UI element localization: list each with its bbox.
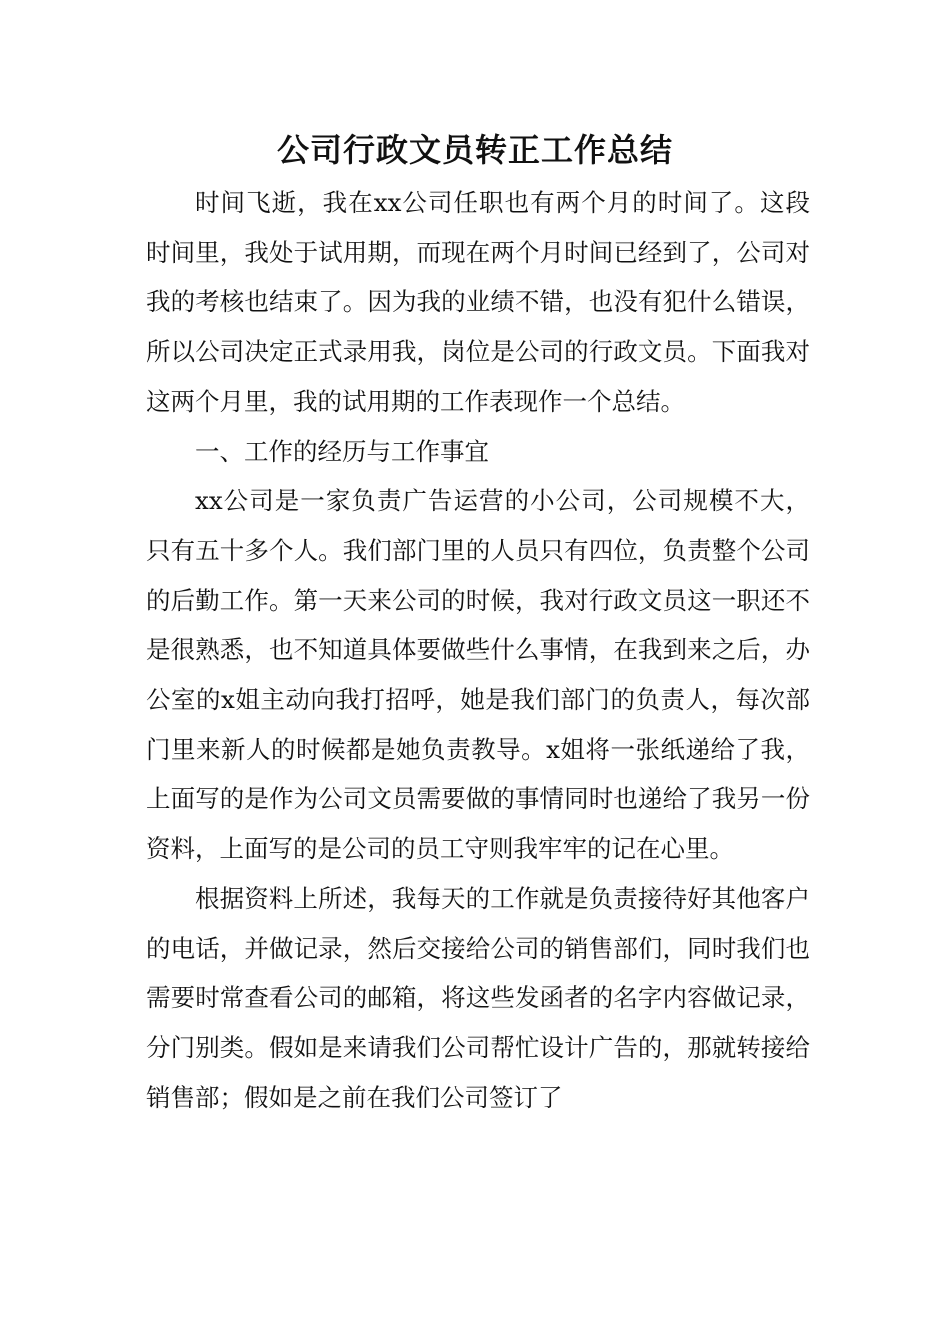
paragraph-duties: 根据资料上所述，我每天的工作就是负责接待好其他客户的电话，并做记录，然后交接给公司的销售部们，同时我们也需要时常查看公司的邮箱，将这些发函者的名字内容做记录，分门别类。假如是来请我们公司帮忙设计广告的，那就转接给销售部；假如是之前在我们公司签订了 (146, 883, 810, 1112)
paragraph-company: xx公司是一家负责广告运营的小公司，公司规模不大，只有五十多个人。我们部门里的人员只有四位，负责整个公司的后勤工作。第一天来公司的时候，我对行政文员这一职还不是很熟悉，也不知道具体要做些什么事情，在我到来之后，办公室的x姐主动向我打招呼，她是我们部门的负责人，每次部门里来新人的时候都是她负责教导。x姐将一张纸递给了我，上面写的是作为公司文员需要做的事情同时也递给了我另一份资料，上面写的是公司的员工守则我牢牢的记在心里。 (146, 486, 810, 864)
section-heading-1: 一、工作的经历与工作事宜 (195, 436, 489, 466)
document-body (146, 178, 810, 1122)
paragraph-intro: 时间飞逝，我在xx公司任职也有两个月的时间了。这段时间里，我处于试用期，而现在两个月时间已经到了，公司对我的考核也结束了。因为我的业绩不错，也没有犯什么错误，所以公司决定正式录用我，岗位是公司的行政文员。下面我对这两个月里，我的试用期的工作表现作一个总结。 (146, 188, 810, 416)
document-title: 公司行政文员转正工作总结 (276, 131, 673, 169)
